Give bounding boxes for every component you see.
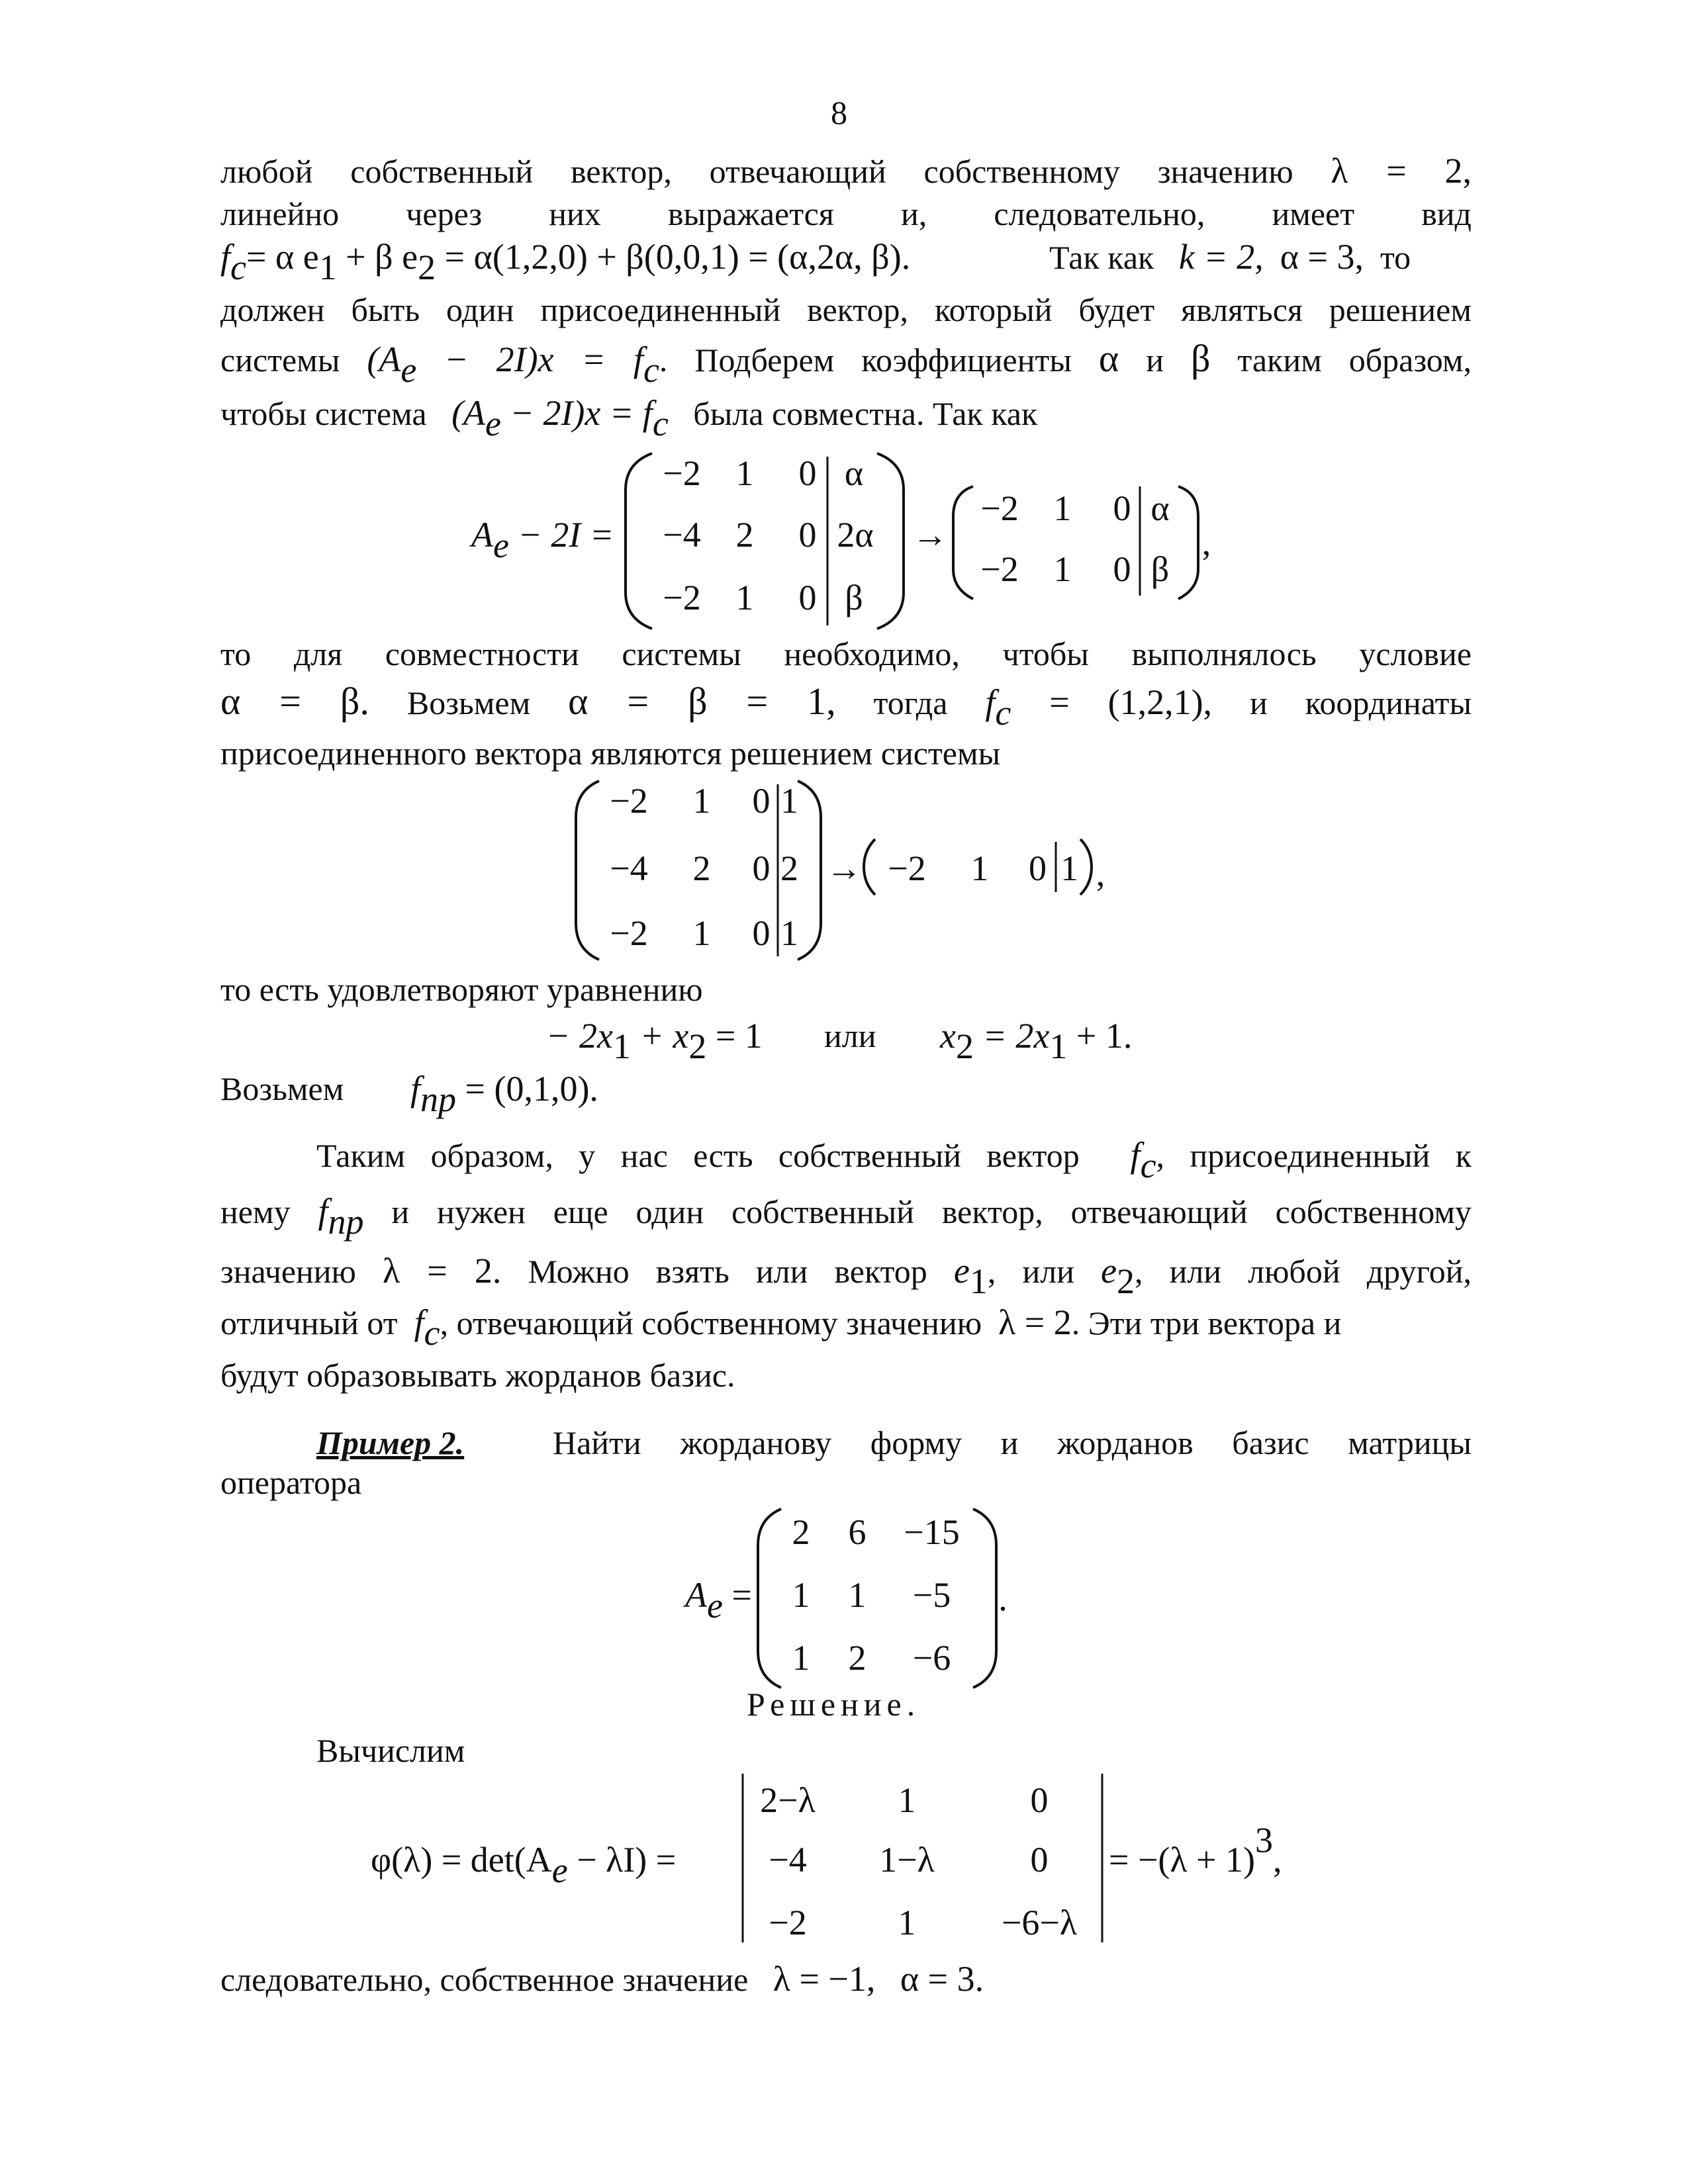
- fnp-value: [410, 1069, 598, 1120]
- mat1-r3c4: β: [845, 578, 863, 617]
- sistemy: системы: [220, 341, 340, 379]
- w8: вид: [1421, 195, 1472, 232]
- mat2-rparen: [798, 781, 821, 960]
- mat2b-lparen: [864, 839, 875, 895]
- mat2b-rparen: [1080, 839, 1092, 895]
- mat1-arrow: →: [912, 515, 948, 555]
- mat3-r2c2: 1: [848, 1575, 867, 1615]
- solution-heading: Решение.: [747, 1686, 921, 1723]
- w7-8: условие: [1359, 635, 1472, 672]
- text-line-8: [220, 680, 1472, 733]
- l8-fsub: c: [995, 693, 1011, 733]
- det-rhs: [1109, 1820, 1282, 1880]
- fc-sub: c: [230, 248, 246, 288]
- mat2-r2c1: −4: [610, 848, 648, 888]
- mat3-r3c3: −6: [912, 1638, 951, 1678]
- w3: них: [549, 195, 601, 232]
- w7-4: системы: [622, 635, 741, 672]
- eq-a2-sub: 2: [688, 1026, 707, 1067]
- eq-b1: x: [940, 1016, 956, 1056]
- det-r1c1: 2−λ: [760, 1780, 816, 1820]
- mat2-r1c1: −2: [610, 781, 648, 821]
- fnp-val: = (0,1,0).: [456, 1069, 598, 1109]
- mat2-r3c3: 0: [752, 913, 771, 953]
- mat2-arrow: →: [826, 848, 862, 888]
- mat2-r1c4: 1: [780, 781, 798, 821]
- text-line-11: [220, 1069, 344, 1109]
- w6: следовательно,: [994, 195, 1205, 232]
- mat2-end: ,: [1096, 854, 1105, 893]
- mat1-r1c2: 1: [735, 453, 754, 493]
- mat3-r3c2: 2: [848, 1638, 867, 1678]
- text-line-10: то есть удовлетворяют уравнению: [220, 971, 703, 1008]
- p2-line-5: будут образовывать жорданов базис.: [220, 1357, 735, 1394]
- mat2-r2c4: 2: [780, 848, 798, 888]
- p2-l1-fsub: c: [1140, 1146, 1156, 1186]
- eq-b2-sub: 1: [1049, 1026, 1068, 1067]
- mat3-rest: =: [722, 1575, 752, 1615]
- p2-l4-fsub: c: [424, 1313, 440, 1353]
- mat1b-r2c4: β: [1150, 549, 1170, 589]
- p2-l4a: отличный от: [220, 1304, 398, 1342]
- p2-l4-f: f: [414, 1302, 424, 1342]
- p2-l2-fsub: пр: [328, 1202, 364, 1242]
- sys-sub: e: [400, 350, 417, 390]
- mat1-r3c3: 0: [798, 578, 817, 617]
- mat1-r2c3: 0: [798, 515, 817, 555]
- det-lhs-a: φ(λ) = det(A: [371, 1840, 552, 1880]
- lambda-eq-2: λ = 2,: [1331, 151, 1472, 191]
- mat3-a: A: [685, 1575, 707, 1615]
- beta-symbol: β: [1190, 337, 1211, 380]
- det-r3c3: −6−λ: [1001, 1903, 1078, 1942]
- vozmem: Возьмем: [406, 684, 531, 721]
- example-title: Пример 2.: [316, 1424, 465, 1461]
- mat2-r2c3: 0: [752, 848, 771, 888]
- mat3-end: .: [998, 1578, 1008, 1618]
- mat1-sub: e: [493, 525, 509, 566]
- w2: через: [406, 195, 483, 232]
- det-r2c3: 0: [1030, 1840, 1049, 1880]
- det-lhs-rest: − λI) =: [567, 1840, 677, 1880]
- mat2b-c3: 0: [1029, 848, 1047, 888]
- mat2-r1c3: 0: [752, 781, 771, 821]
- mat1-a: A: [471, 515, 493, 555]
- mat1b-r2c3: 0: [1113, 549, 1131, 589]
- mat1b-r2c1: −2: [980, 549, 1019, 589]
- det-r3c2: 1: [898, 1903, 916, 1942]
- eq-b2: = 2x: [973, 1016, 1050, 1056]
- takim-obrazom: таким образом,: [1237, 341, 1472, 379]
- p2-l3-lambda: λ = 2.: [383, 1251, 502, 1291]
- line-3-tail: [1049, 237, 1411, 277]
- p2-l1-f: f: [1130, 1135, 1141, 1175]
- w4: выражается: [667, 195, 834, 232]
- mat1b-r1c3: 0: [1113, 488, 1131, 528]
- p2-l4-lambda: λ = 2: [998, 1302, 1072, 1342]
- text-line-9: присоединенного вектора являются решением системы: [220, 735, 1001, 772]
- fc-eq: = α e: [246, 237, 319, 277]
- text-line-4: должен быть один присоединенный вектор, который будет являться решением: [220, 291, 1472, 328]
- fnp-f: f: [410, 1069, 421, 1109]
- mat1-r3c1: −2: [663, 578, 701, 617]
- cond-alpha-beta: α = β.: [220, 680, 369, 723]
- last-line: [220, 1959, 984, 1999]
- equation-or: или: [824, 1017, 876, 1054]
- mat2-lparen: [576, 781, 599, 960]
- mat2-r3c4: 1: [780, 913, 798, 953]
- p2-line-4: [220, 1302, 1342, 1353]
- p2-e1: e: [953, 1251, 970, 1291]
- p2-l2a: нему: [220, 1193, 291, 1230]
- and-word: и: [1146, 341, 1164, 379]
- text-line-7: [220, 634, 1472, 674]
- p2-l3b: Можно взять или вектор: [528, 1253, 927, 1290]
- sys-a: (A: [367, 340, 401, 379]
- sys2-rest: − 2I)x = f: [501, 393, 653, 433]
- p2-l1a: Таким образом, у нас есть собственный вектор: [316, 1137, 1080, 1174]
- sys-end: .: [659, 341, 668, 379]
- w7-3: совместности: [385, 635, 579, 672]
- mat3-sub: e: [707, 1586, 723, 1626]
- det-r1c3: 0: [1030, 1780, 1049, 1820]
- mat1-r3c2: 1: [735, 578, 754, 617]
- mat2-r2c2: 2: [692, 848, 711, 888]
- equation-x2: [940, 1016, 1133, 1067]
- eq-b1-sub: 2: [955, 1026, 974, 1067]
- p2-line-1: [316, 1135, 1472, 1186]
- eq-a3: = 1: [706, 1016, 763, 1056]
- mat1-lparen: [626, 453, 652, 629]
- sys2-fc-sub: c: [652, 404, 669, 444]
- p2-l4c: . Эти три вектора и: [1071, 1304, 1342, 1342]
- p2-l4b: , отвечающий собственному значению: [440, 1304, 982, 1342]
- det-r3c1: −2: [769, 1903, 807, 1942]
- p2-line-3: [220, 1251, 1472, 1302]
- l8-fval: = (1,2,1),: [1011, 682, 1213, 722]
- fnp-sub: пр: [420, 1079, 457, 1120]
- mat1b-rparen: [1178, 486, 1198, 599]
- p2-line-2: [220, 1191, 1472, 1242]
- mat1-r2c2: 2: [735, 515, 754, 555]
- mat2b-c2: 1: [970, 848, 989, 888]
- mat1-lhs: [471, 515, 614, 566]
- det-lhs: [371, 1840, 677, 1891]
- det-lhs-sub: e: [551, 1850, 568, 1891]
- mat1b-r1c4: α: [1150, 488, 1170, 528]
- w7-1: то: [220, 635, 252, 672]
- fc-symbol: f: [220, 237, 231, 277]
- page-number: 8: [831, 94, 847, 131]
- example-text-2: оператора: [220, 1464, 362, 1501]
- mat3-r1c1: 2: [792, 1512, 810, 1552]
- p2-e2sub: 2: [1116, 1261, 1135, 1302]
- eq-a1-sub: 1: [612, 1026, 631, 1067]
- p2-l2-f: f: [318, 1191, 328, 1231]
- mat1-end: ,: [1201, 523, 1211, 563]
- mat3-rparen: [973, 1509, 996, 1688]
- det-rhs-sup: 3: [1255, 1820, 1274, 1860]
- l8-f: f: [985, 682, 996, 722]
- compute-word: Вычислим: [316, 1732, 465, 1769]
- det-rhs-a: = −(λ + 1): [1109, 1840, 1256, 1880]
- w1: линейно: [220, 195, 340, 232]
- example-text: Найти жорданову форму и жорданов базис матрицы: [553, 1424, 1472, 1461]
- e2-sub: 2: [418, 248, 436, 288]
- p2-l3c: , или: [987, 1253, 1074, 1290]
- w7-5: необходимо,: [784, 635, 960, 672]
- mat1-r1c4: α: [844, 453, 864, 493]
- w5: и,: [900, 195, 927, 232]
- p2-l3d: , или любой другой,: [1134, 1253, 1472, 1290]
- mat3-r2c3: −5: [912, 1575, 951, 1615]
- sys2-a: (A: [451, 393, 486, 433]
- l8-and: и: [1249, 684, 1268, 721]
- to-word: то: [1380, 239, 1411, 276]
- chtoby-sistema: чтобы система: [220, 395, 427, 432]
- w7-6: чтобы: [1002, 635, 1089, 672]
- mat2-r3c1: −2: [610, 913, 648, 953]
- text-line-6: [220, 393, 1038, 444]
- fc-plus: + β e: [336, 237, 418, 277]
- mat1-r2c1: −4: [663, 515, 701, 555]
- mat3-r2c1: 1: [792, 1575, 810, 1615]
- sys2-sub: e: [485, 404, 501, 444]
- p2-e1sub: 1: [969, 1261, 988, 1302]
- alpha-eq-3: α = 3,: [1280, 237, 1364, 277]
- example-label: [316, 1423, 464, 1463]
- det-r2c2: 1−λ: [879, 1840, 935, 1880]
- det-r2c1: −4: [769, 1840, 807, 1880]
- mat3-r1c2: 6: [848, 1512, 867, 1552]
- text-line-5: [220, 337, 1472, 390]
- last-alpha: α = 3.: [900, 1959, 984, 1999]
- koordinaty: координаты: [1305, 684, 1472, 721]
- last-text: следовательно, собственное значение: [220, 1961, 749, 1998]
- k-eq-2: k = 2,: [1178, 237, 1264, 277]
- text-line-1: [220, 151, 1472, 191]
- mat2b-c1: −2: [888, 848, 926, 888]
- sys-fc-sub: c: [643, 350, 659, 390]
- last-lambda: λ = −1,: [773, 1959, 876, 1999]
- mat1-rest: − 2I =: [508, 515, 614, 555]
- fc-rest: = α(1,2,0) + β(0,0,1) = (α,2α, β).: [436, 237, 911, 277]
- det-r1c2: 1: [898, 1780, 916, 1820]
- byla-sovmestna: была совместна. Так как: [693, 395, 1038, 432]
- formula-fc: [220, 237, 911, 288]
- text-line-2: [220, 194, 1472, 234]
- tak-kak: Так как: [1049, 239, 1154, 276]
- togda: тогда: [873, 684, 948, 721]
- vozmem-2: Возьмем: [220, 1070, 344, 1107]
- w7-2: для: [293, 635, 343, 672]
- w7-7: выполнялось: [1131, 635, 1317, 672]
- eq-a1: − 2x: [546, 1016, 613, 1056]
- mat1b-r2c2: 1: [1053, 549, 1072, 589]
- equation-x: [546, 1016, 763, 1067]
- mat3-r1c3: −15: [904, 1512, 960, 1552]
- mat2b-c4: 1: [1060, 848, 1078, 888]
- mat3-r3c1: 1: [792, 1638, 810, 1678]
- line-1-text: любой собственный вектор, отвечающий собственному значению: [220, 153, 1293, 190]
- p2-e2: e: [1101, 1251, 1117, 1291]
- mat1-r2c4: 2α: [837, 515, 874, 555]
- mat1-r1c1: −2: [663, 453, 701, 493]
- alpha-symbol: α: [1098, 337, 1119, 380]
- e1-sub: 1: [318, 248, 337, 288]
- mat1-r1c3: 0: [798, 453, 817, 493]
- det-end: ,: [1273, 1840, 1282, 1880]
- mat3-lparen: [758, 1509, 781, 1688]
- mat3-lhs: [685, 1575, 752, 1626]
- mat1b-r1c1: −2: [980, 488, 1019, 528]
- podberem: Подберем коэффициенты: [694, 341, 1072, 379]
- alpha-beta-1: α = β = 1,: [568, 680, 836, 723]
- mat1b-r1c2: 1: [1053, 488, 1072, 528]
- mat2-r3c2: 1: [692, 913, 711, 953]
- eq-b3: + 1.: [1067, 1016, 1133, 1056]
- mat2-r1c2: 1: [692, 781, 711, 821]
- p2-l3a: значению: [220, 1253, 356, 1290]
- eq-a2: + x: [630, 1016, 689, 1056]
- p2-l1b: , присоединенный к: [1156, 1137, 1472, 1174]
- sys-rest: − 2I)x = f: [416, 340, 643, 379]
- p2-l2b: и нужен еще один собственный вектор, отвечающий собственному: [391, 1193, 1472, 1230]
- w7: имеет: [1272, 195, 1355, 232]
